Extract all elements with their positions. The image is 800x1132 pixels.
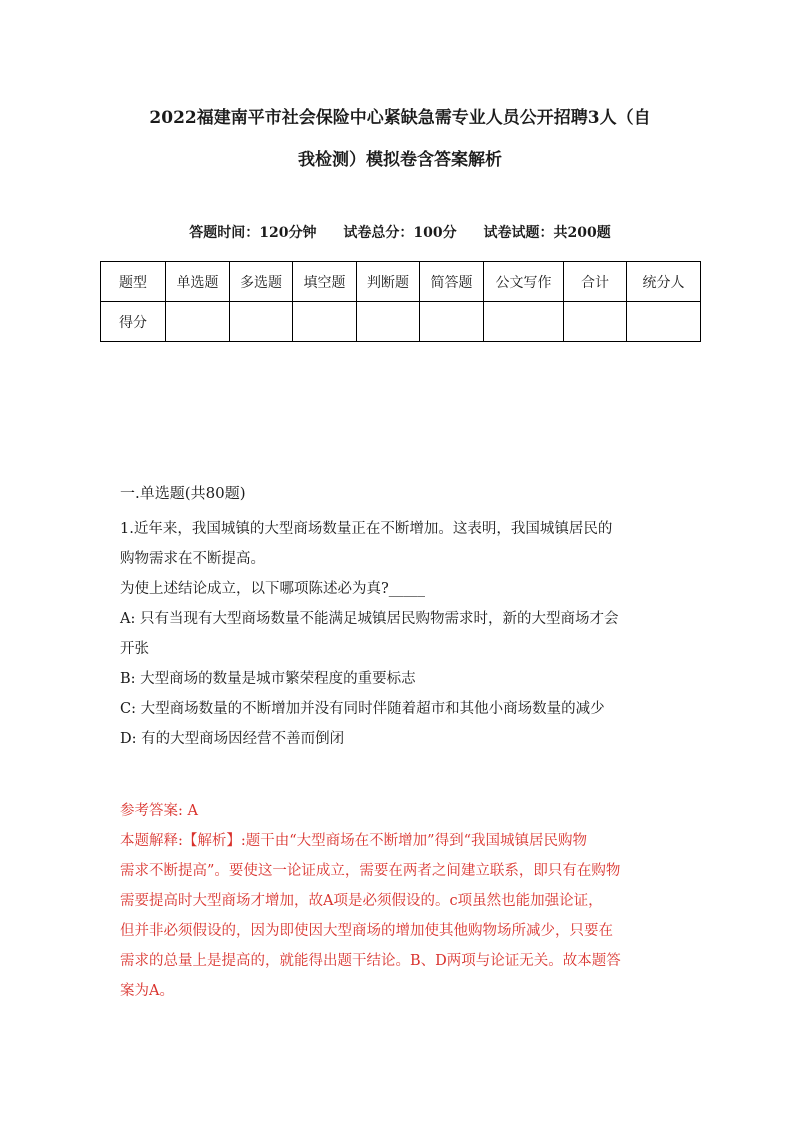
section-title: 一.单选题(共80题) [120, 484, 246, 502]
option-a-line1: A: 只有当现有大型商场数量不能满足城镇居民购物需求时，新的大型商场才会 [120, 611, 619, 627]
explanation-line3: 需要提高时大型商场才增加，故A项是必须假设的。c项虽然也能加强论证， [120, 893, 603, 909]
exam-total-score: 试卷总分：100分 [343, 225, 457, 241]
score-table [100, 261, 701, 342]
score-cell-fill-blank [293, 302, 357, 342]
question-stem-line1: 1.近年来，我国城镇的大型商场数量正在不断增加。这表明，我国城镇居民的 [120, 521, 613, 537]
score-table-header-row [101, 262, 701, 302]
score-table-score-row [101, 302, 701, 342]
score-cell-true-false [357, 302, 420, 342]
option-b: B: 大型商场的数量是城市繁荣程度的重要标志 [120, 671, 416, 687]
option-d: D: 有的大型商场因经营不善而倒闭 [120, 731, 345, 747]
header-cell-scorer: 统分人 [627, 262, 701, 302]
score-cell-multiple-choice [230, 302, 293, 342]
question-stem-line2: 购物需求在不断提高。 [120, 551, 265, 567]
explanation-line4: 但并非必须假设的，因为即使因大型商场的增加使其他购物场所减少，只要在 [120, 923, 613, 939]
score-cell-short-answer [420, 302, 484, 342]
exam-time: 答题时间：120分钟 [189, 225, 317, 241]
explanation-line6: 案为A。 [120, 983, 174, 999]
score-cell-official-writing [484, 302, 564, 342]
document-title-line1: 2022福建南平市社会保险中心紧缺急需专业人员公开招聘3人（自 [149, 108, 651, 128]
header-cell-multiple-choice: 多选题 [230, 262, 293, 302]
header-cell-official-writing: 公文写作 [484, 262, 564, 302]
header-cell-short-answer: 简答题 [420, 262, 484, 302]
score-cell-single-choice [166, 302, 230, 342]
question-block [120, 514, 690, 754]
reference-answer: 参考答案: A [120, 803, 198, 819]
answer-block [120, 796, 690, 1006]
score-row-label: 得分 [101, 302, 166, 342]
header-cell-single-choice: 单选题 [166, 262, 230, 302]
option-c: C: 大型商场数量的不断增加并没有同时伴随着超市和其他小商场数量的减少 [120, 701, 605, 717]
score-cell-scorer [627, 302, 701, 342]
exam-question-count: 试卷试题：共200题 [483, 225, 611, 241]
header-cell-type: 题型 [101, 262, 166, 302]
explanation-line1: 本题解释:【解析】:题干由“大型商场在不断增加”得到“我国城镇居民购物 [120, 833, 588, 849]
exam-meta [100, 222, 700, 244]
header-cell-true-false: 判断题 [357, 262, 420, 302]
explanation-line2: 需求不断提高”。要使这一论证成立，需要在两者之间建立联系，即只有在购物 [120, 863, 621, 879]
question-prompt: 为使上述结论成立，以下哪项陈述必为真?_____ [120, 581, 426, 597]
header-cell-total: 合计 [564, 262, 627, 302]
score-cell-total [564, 302, 627, 342]
document-title-line2: 我检测）模拟卷含答案解析 [298, 150, 502, 170]
header-cell-fill-blank: 填空题 [293, 262, 357, 302]
explanation-line5: 需求的总量上是提高的，就能得出题干结论。B、D两项与论证无关。故本题答 [120, 953, 621, 969]
option-a-line2: 开张 [120, 641, 149, 657]
